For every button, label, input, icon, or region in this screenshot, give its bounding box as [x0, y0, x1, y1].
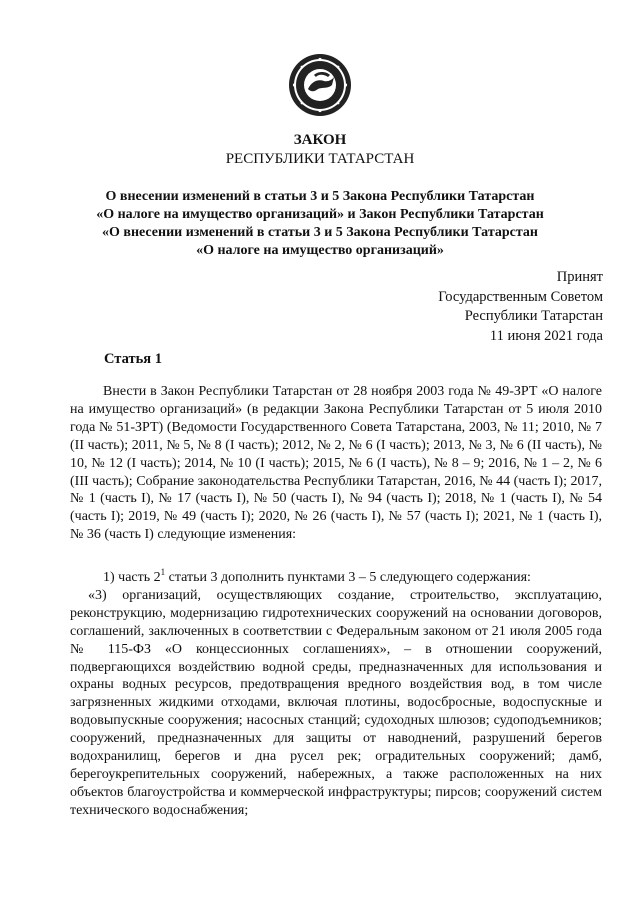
adoption-date: 11 июня 2021 года — [489, 327, 603, 344]
item-1-text-rest: статьи 3 дополнить пунктами 3 – 5 следующего содержания: — [165, 570, 531, 585]
item-1-text: 1) часть 2 — [103, 570, 161, 585]
item-1-paragraph — [70, 569, 602, 587]
adoption-line: Принят — [556, 269, 603, 285]
law-subtitle: РЕСПУБЛИКИ ТАТАРСТАН — [225, 151, 415, 167]
law-subject — [0, 188, 640, 260]
adoption-block — [438, 268, 603, 346]
adoption-line: Государственным Советом — [438, 288, 603, 305]
article-intro — [70, 383, 602, 544]
subject-line: «О налоге на имущество организаций» и Закон Республики Татарстан — [96, 207, 544, 222]
item-1-quote: «3) организаций, осуществляющих создание, строительство, эксплуатацию, реконструкцию, модернизацию гидротехнических сооружений на основании договоров, соглашений, заключенных в соответствии с Федеральным законом от 21 июля 2005 года № 115-ФЗ «О концессионных соглашениях», – в отношении сооружений, подвергающихся воздействию водной среды, предназначенных для использования и охраны водных ресурсов, предотвращения вредного воздействия вод, в том числе загрязненных жидкими отходами, включая плотины, водосбросные, водоспускные и водовыпускные сооружения; насосных станций; судоходных шлюзов; судоподъемников; сооружений, предназначенных для защиты от наводнений, разрушений берегов водохранилищ, берегов и дна русел рек; оградительных сооружений; дамб, берегоукрепительных сооружений, набережных, а также расположенных на них объектов благоустройства и коммерческой инфраструктуры; пирсов; сооружений систем технического водоснабжения; — [70, 587, 602, 818]
item-1-superscript: 1 — [160, 567, 166, 577]
article-heading: Статья 1 — [104, 351, 162, 367]
tatarstan-emblem-icon — [288, 53, 352, 117]
item-1 — [70, 569, 602, 820]
law-title: ЗАКОН — [293, 132, 347, 148]
subject-line: «О налоге на имущество организаций» — [196, 243, 444, 258]
adoption-line: Республики Татарстан — [464, 308, 603, 324]
intro-paragraph: Внести в Закон Республики Татарстан от 28 ноября 2003 года № 49-ЗРТ «О налоге на имущество организаций» (в редакции Закона Республики Татарстан от 5 июля 2010 года № 51-ЗРТ) (Ведомости Государственного Совета Татарстана, 2003, № 11; 2010, № 7 (II часть); 2011, № 5, № 8 (I часть); 2012, № 2, № 6 (I часть); 2013, № 3, № 6 (II часть), № 10, № 12 (I часть); 2014, № 10 (I часть); 2015, № 6 (I часть), № 8 – 9; 2016, № 1 – 2, № 6 (III часть); Собрание законодательства Республики Татарстан, 2016, № 44 (часть I); 2017, № 1 (часть I), № 17 (часть I), № 50 (часть I), № 94 (часть I); 2018, № 1 (часть I), № 54 (часть I); 2019, № 49 (часть I); 2020, № 26 (часть I), № 57 (часть I); 2021, № 1 (часть I), № 36 (часть I) следующие изменения: — [70, 384, 602, 543]
subject-line: «О внесении изменений в статьи 3 и 5 Закона Республики Татарстан — [102, 225, 538, 240]
subject-line: О внесении изменений в статьи 3 и 5 Закона Республики Татарстан — [105, 189, 535, 204]
